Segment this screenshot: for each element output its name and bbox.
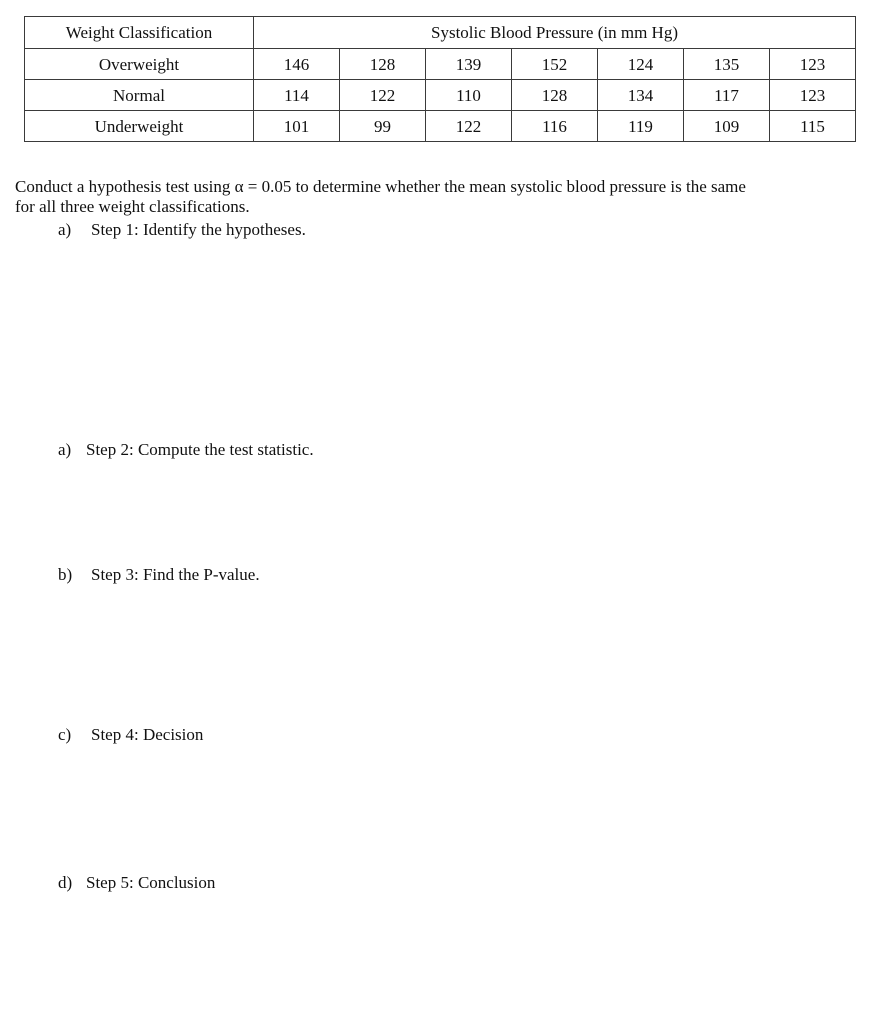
step-text: Step 2: Compute the test statistic.: [86, 440, 314, 459]
table-cell: 110: [426, 80, 512, 111]
table-cell: 123: [770, 80, 856, 111]
step-text: Step 3: Find the P-value.: [91, 565, 260, 584]
table-cell: 115: [770, 111, 856, 142]
step-marker: d): [58, 873, 73, 892]
table-cell: 99: [340, 111, 426, 142]
table-cell: 124: [598, 49, 684, 80]
row-label-normal: Normal: [25, 80, 254, 111]
question-prompt: [15, 177, 875, 217]
table-cell: 139: [426, 49, 512, 80]
prompt-line-2: for all three weight classifications.: [15, 197, 250, 216]
blood-pressure-table: [24, 16, 856, 142]
step-marker: c): [58, 725, 72, 744]
table-row: [25, 111, 856, 142]
step-2-test-statistic: [58, 440, 314, 460]
table-cell: 146: [254, 49, 340, 80]
table-row: [25, 49, 856, 80]
table-cell: 101: [254, 111, 340, 142]
step-text: Step 4: Decision: [91, 725, 204, 744]
step-4-decision: [58, 725, 203, 745]
step-marker: b): [58, 565, 73, 584]
weight-classification-header: Weight Classification: [25, 17, 254, 49]
table-cell: 128: [512, 80, 598, 111]
step-marker: a): [58, 440, 72, 459]
table-cell: 109: [684, 111, 770, 142]
table-cell: 123: [770, 49, 856, 80]
step-1-hypotheses: [58, 220, 306, 240]
table-cell: 116: [512, 111, 598, 142]
prompt-line-1: Conduct a hypothesis test using α = 0.05 to determine whether the mean systolic blood pressure is the same: [15, 177, 746, 196]
table-cell: 122: [426, 111, 512, 142]
row-label-overweight: Overweight: [25, 49, 254, 80]
step-text: Step 1: Identify the hypotheses.: [91, 220, 306, 239]
row-label-underweight: Underweight: [25, 111, 254, 142]
table-cell: 128: [340, 49, 426, 80]
step-marker: a): [58, 220, 72, 239]
step-text: Step 5: Conclusion: [86, 873, 216, 892]
table-cell: 122: [340, 80, 426, 111]
table-header-row: [25, 17, 856, 49]
step-5-conclusion: [58, 873, 215, 893]
table-cell: 117: [684, 80, 770, 111]
table-row: [25, 80, 856, 111]
table-cell: 135: [684, 49, 770, 80]
table-cell: 119: [598, 111, 684, 142]
systolic-bp-header: Systolic Blood Pressure (in mm Hg): [254, 17, 856, 49]
step-3-p-value: [58, 565, 260, 585]
table-cell: 152: [512, 49, 598, 80]
table-cell: 134: [598, 80, 684, 111]
table-cell: 114: [254, 80, 340, 111]
